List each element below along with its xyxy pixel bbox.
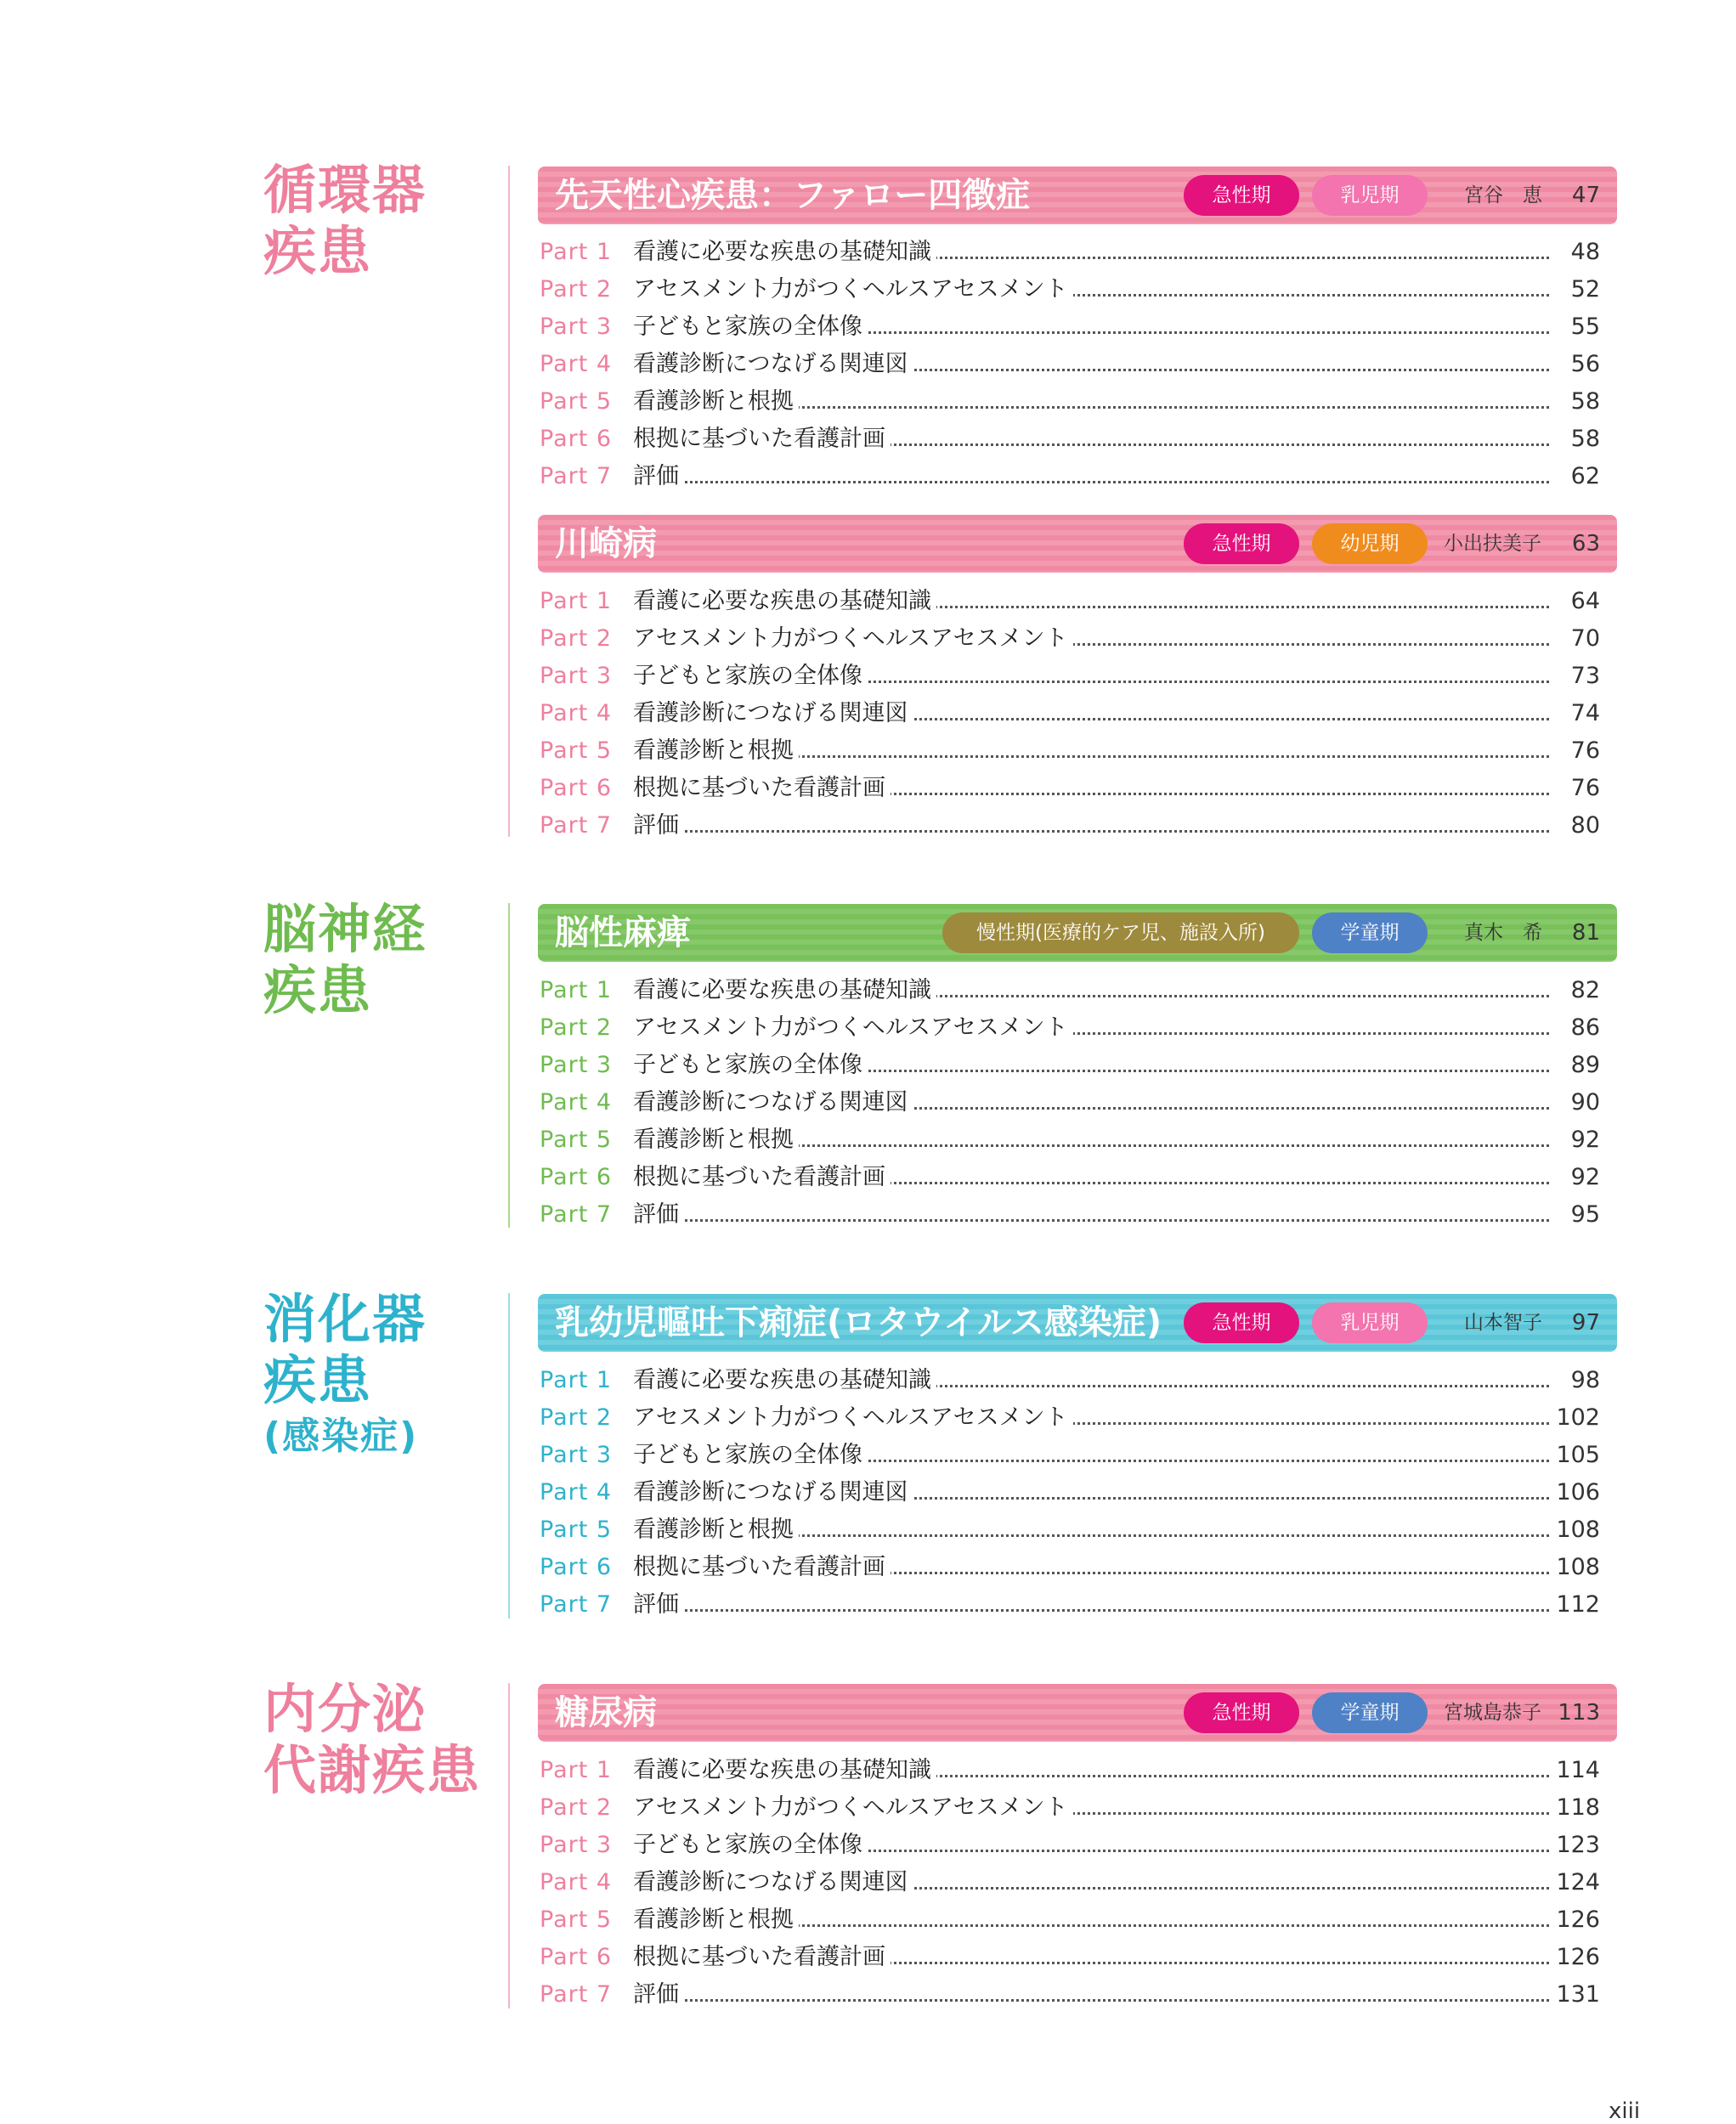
age-tag: 学童期: [1312, 1692, 1428, 1733]
toc-entry[interactable]: [538, 1009, 1617, 1047]
part-number: Part 6: [540, 1944, 613, 1970]
category-heading: 消化器 疾患 (感染症): [263, 1288, 427, 1458]
toc-entries: [538, 234, 1617, 495]
author: 小出扶美子: [1444, 533, 1541, 555]
entry-title: アセスメント力がつくヘルスアセスメント: [633, 620, 1073, 658]
entry-title: 評価: [633, 807, 684, 845]
entry-title: 評価: [633, 1196, 684, 1234]
phase-tag: 急性期: [1184, 1302, 1299, 1343]
entry-page: 98: [1570, 1367, 1600, 1393]
entry-title: 根拠に基づいた看護計画: [633, 421, 891, 458]
part-number: Part 3: [540, 1832, 613, 1858]
toc-entry[interactable]: [538, 695, 1617, 732]
phase-tag: 慢性期(医療的ケア児、施設入所): [942, 912, 1299, 953]
toc-entry[interactable]: [538, 807, 1617, 845]
entry-title: 子どもと家族の全体像: [633, 658, 868, 695]
entry-title: 子どもと家族の全体像: [633, 1437, 868, 1474]
entry-page: 80: [1570, 812, 1600, 839]
age-tag: 乳児期: [1312, 1302, 1428, 1343]
age-tag: 学童期: [1312, 912, 1428, 953]
page-number: xiii: [1609, 2099, 1641, 2124]
entry-page: 70: [1570, 625, 1600, 652]
toc-entry[interactable]: [538, 658, 1617, 695]
entry-page: 90: [1570, 1089, 1600, 1116]
part-number: Part 7: [540, 1591, 613, 1618]
entry-title: アセスメント力がつくヘルスアセスメント: [633, 1009, 1073, 1047]
entry-title: 評価: [633, 458, 684, 495]
part-number: Part 1: [540, 977, 613, 1003]
chapter-banner: [538, 1684, 1617, 1742]
part-number: Part 2: [540, 276, 613, 302]
section-divider: [508, 1293, 510, 1618]
part-number: Part 4: [540, 351, 613, 377]
category-heading: 循環器 疾患: [263, 159, 427, 282]
toc-entry[interactable]: [538, 1511, 1617, 1549]
dot-leader: [633, 1219, 1549, 1222]
part-number: Part 6: [540, 1554, 613, 1580]
part-number: Part 7: [540, 1981, 613, 2008]
part-number: Part 3: [540, 314, 613, 340]
chapter-title: 糖尿病: [555, 1693, 657, 1732]
phase-tag: 急性期: [1184, 1692, 1299, 1733]
entry-title: 看護診断につなげる関連図: [633, 1084, 913, 1121]
chapter-page: 81: [1571, 920, 1600, 946]
entry-title: アセスメント力がつくヘルスアセスメント: [633, 1789, 1073, 1827]
entry-page: 82: [1570, 977, 1600, 1003]
toc-entries: [538, 1362, 1617, 1624]
phase-tag: 急性期: [1184, 175, 1299, 216]
toc-entry[interactable]: [538, 1789, 1617, 1827]
toc-entry[interactable]: [538, 1121, 1617, 1159]
chapter-page: 47: [1571, 183, 1600, 208]
toc-entry[interactable]: [538, 1159, 1617, 1196]
entry-page: 76: [1570, 775, 1600, 801]
toc-entries: [538, 1752, 1617, 2014]
entry-page: 52: [1570, 276, 1600, 302]
toc-entries: [538, 583, 1617, 845]
part-number: Part 2: [540, 1794, 613, 1821]
part-number: Part 6: [540, 1164, 613, 1190]
toc-entry[interactable]: [538, 1474, 1617, 1511]
toc-entry[interactable]: [538, 1084, 1617, 1121]
chapter-page: 97: [1571, 1310, 1600, 1336]
entry-page: 55: [1570, 314, 1600, 340]
entry-title: 評価: [633, 1586, 684, 1624]
entry-title: 子どもと家族の全体像: [633, 1827, 868, 1864]
toc-entry[interactable]: [538, 732, 1617, 770]
phase-tag: 急性期: [1184, 523, 1299, 564]
part-number: Part 5: [540, 1517, 613, 1543]
author: 宮谷 恵: [1464, 184, 1542, 206]
toc-entries: [538, 972, 1617, 1234]
chapter-page: 113: [1558, 1700, 1600, 1726]
toc-entry[interactable]: [538, 1939, 1617, 1976]
entry-title: 根拠に基づいた看護計画: [633, 1159, 891, 1196]
part-number: Part 7: [540, 1201, 613, 1228]
entry-page: 124: [1556, 1869, 1600, 1895]
part-number: Part 1: [540, 588, 613, 614]
entry-title: 看護診断につなげる関連図: [633, 1864, 913, 1901]
toc-entry[interactable]: [538, 308, 1617, 346]
toc-entry[interactable]: [538, 1549, 1617, 1586]
toc-entry[interactable]: [538, 1901, 1617, 1939]
author: 真木 希: [1464, 922, 1542, 944]
part-number: Part 1: [540, 239, 613, 265]
part-number: Part 3: [540, 1052, 613, 1078]
entry-page: 105: [1556, 1442, 1600, 1468]
dot-leader: [633, 1999, 1549, 2002]
author: 山本智子: [1464, 1312, 1542, 1334]
dot-leader: [633, 1609, 1549, 1612]
entry-page: 62: [1570, 463, 1600, 489]
part-number: Part 5: [540, 388, 613, 415]
entry-page: 118: [1556, 1794, 1600, 1821]
toc-entry[interactable]: [538, 1362, 1617, 1399]
entry-title: 根拠に基づいた看護計画: [633, 770, 891, 807]
entry-title: 根拠に基づいた看護計画: [633, 1939, 891, 1976]
chapter-banner: [538, 167, 1617, 224]
part-number: Part 4: [540, 700, 613, 726]
entry-page: 108: [1556, 1517, 1600, 1543]
toc-entry[interactable]: [538, 1196, 1617, 1234]
toc-entry[interactable]: [538, 383, 1617, 421]
entry-page: 74: [1570, 700, 1600, 726]
toc-entry[interactable]: [538, 1864, 1617, 1901]
entry-page: 126: [1556, 1907, 1600, 1933]
entry-page: 126: [1556, 1944, 1600, 1970]
author: 宮城島恭子: [1444, 1702, 1541, 1724]
entry-page: 92: [1570, 1164, 1600, 1190]
toc-entry[interactable]: [538, 770, 1617, 807]
entry-page: 58: [1570, 388, 1600, 415]
entry-title: 子どもと家族の全体像: [633, 308, 868, 346]
entry-title: 看護診断につなげる関連図: [633, 695, 913, 732]
toc-entry[interactable]: [538, 1827, 1617, 1864]
entry-title: 看護に必要な疾患の基礎知識: [633, 1752, 936, 1789]
entry-page: 48: [1570, 239, 1600, 265]
entry-page: 108: [1556, 1554, 1600, 1580]
chapter-banner: [538, 515, 1617, 573]
part-number: Part 6: [540, 775, 613, 801]
entry-page: 102: [1556, 1404, 1600, 1431]
age-tag: 幼児期: [1312, 523, 1428, 564]
part-number: Part 2: [540, 625, 613, 652]
entry-page: 114: [1556, 1757, 1600, 1783]
part-number: Part 7: [540, 463, 613, 489]
chapter-title: 乳幼児嘔吐下痢症(ロタウイルス感染症): [555, 1303, 1162, 1342]
part-number: Part 1: [540, 1757, 613, 1783]
toc-entry[interactable]: [538, 271, 1617, 308]
entry-title: 看護に必要な疾患の基礎知識: [633, 234, 936, 271]
entry-page: 92: [1570, 1127, 1600, 1153]
category-heading: 脳神経 疾患: [263, 898, 427, 1021]
chapter-title: 先天性心疾患：ファロー四徴症: [555, 176, 1031, 215]
toc-entry[interactable]: [538, 1399, 1617, 1437]
part-number: Part 3: [540, 1442, 613, 1468]
entry-title: 根拠に基づいた看護計画: [633, 1549, 891, 1586]
entry-title: アセスメント力がつくヘルスアセスメント: [633, 1399, 1073, 1437]
entry-page: 73: [1570, 663, 1600, 689]
toc-entry[interactable]: [538, 1586, 1617, 1624]
entry-page: 86: [1570, 1014, 1600, 1041]
section-divider: [508, 1683, 510, 2008]
entry-page: 131: [1556, 1981, 1600, 2008]
dot-leader: [633, 481, 1549, 483]
entry-title: 看護に必要な疾患の基礎知識: [633, 1362, 936, 1399]
chapter-title: 脳性麻痺: [555, 913, 691, 952]
chapter-title: 川崎病: [555, 524, 657, 563]
entry-title: 看護に必要な疾患の基礎知識: [633, 972, 936, 1009]
section-divider: [508, 166, 510, 837]
part-number: Part 4: [540, 1089, 613, 1116]
entry-title: 看護診断につなげる関連図: [633, 346, 913, 383]
toc-entry[interactable]: [538, 1976, 1617, 2014]
part-number: Part 3: [540, 663, 613, 689]
part-number: Part 4: [540, 1479, 613, 1505]
age-tag: 乳児期: [1312, 175, 1428, 216]
part-number: Part 4: [540, 1869, 613, 1895]
toc-entry[interactable]: [538, 1437, 1617, 1474]
entry-title: 看護診断につなげる関連図: [633, 1474, 913, 1511]
toc-entry[interactable]: [538, 346, 1617, 383]
entry-page: 123: [1556, 1832, 1600, 1858]
toc-entry[interactable]: [538, 458, 1617, 495]
entry-title: 看護診断と根拠: [633, 383, 799, 421]
part-number: Part 6: [540, 426, 613, 452]
toc-entry[interactable]: [538, 972, 1617, 1009]
entry-title: 看護診断と根拠: [633, 732, 799, 770]
entry-title: 看護診断と根拠: [633, 1901, 799, 1939]
toc-entry[interactable]: [538, 583, 1617, 620]
toc-entry[interactable]: [538, 234, 1617, 271]
toc-entry[interactable]: [538, 1752, 1617, 1789]
entry-page: 58: [1570, 426, 1600, 452]
chapter-page: 63: [1571, 531, 1600, 556]
dot-leader: [633, 830, 1549, 833]
entry-page: 76: [1570, 737, 1600, 764]
part-number: Part 5: [540, 1127, 613, 1153]
toc-entry[interactable]: [538, 421, 1617, 458]
entry-page: 56: [1570, 351, 1600, 377]
entry-title: 看護診断と根拠: [633, 1511, 799, 1549]
chapter-banner: [538, 1294, 1617, 1352]
entry-page: 95: [1570, 1201, 1600, 1228]
section-divider: [508, 903, 510, 1228]
toc-entry[interactable]: [538, 620, 1617, 658]
entry-title: 評価: [633, 1976, 684, 2014]
entry-title: アセスメント力がつくヘルスアセスメント: [633, 271, 1073, 308]
chapter-banner: [538, 904, 1617, 962]
entry-page: 106: [1556, 1479, 1600, 1505]
part-number: Part 5: [540, 1907, 613, 1933]
category-heading: 内分泌 代謝疾患: [263, 1678, 482, 1801]
part-number: Part 2: [540, 1404, 613, 1431]
entry-page: 89: [1570, 1052, 1600, 1078]
toc-entry[interactable]: [538, 1047, 1617, 1084]
part-number: Part 1: [540, 1367, 613, 1393]
entry-title: 看護に必要な疾患の基礎知識: [633, 583, 936, 620]
part-number: Part 2: [540, 1014, 613, 1041]
entry-title: 看護診断と根拠: [633, 1121, 799, 1159]
part-number: Part 7: [540, 812, 613, 839]
entry-title: 子どもと家族の全体像: [633, 1047, 868, 1084]
part-number: Part 5: [540, 737, 613, 764]
entry-page: 64: [1570, 588, 1600, 614]
entry-page: 112: [1556, 1591, 1600, 1618]
